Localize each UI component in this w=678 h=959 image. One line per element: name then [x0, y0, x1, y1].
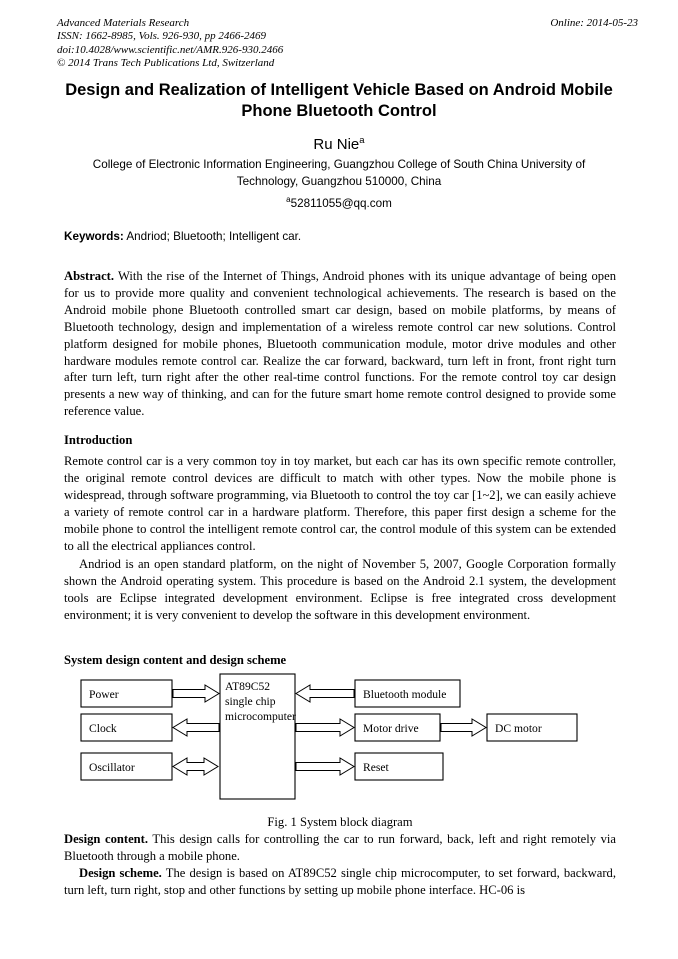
abstract-text: With the rise of the Internet of Things, Android phones with its unique advantage of being open for us to provide more quality and convenient technological achievements. The research is based on the Android mobile phone Bluetooth controlled smart car design, based on mobile platforms, by means of Bluetooth technology, design and implementation of a wireless remote control car new solutions. Control platform designed for mobile phones, Bluetooth communication module, motor drive modules and other hardware modules remote control car. Realize the car forward, backward, turn left in front, front right turn after turn left, turn right after the other real-time control functions. For the remote control toy car design presents a new way of thinking, and can for the future smart home remote control designed to provide some reference value.	[64, 269, 616, 419]
design-scheme-text: The design is based on AT89C52 single chip microcomputer, to set forward, backward, turn left, turn right, stop and other functions by setting up mobile phone interface. HC-06 is	[64, 866, 616, 897]
author-email	[64, 192, 614, 212]
introduction-paragraph-1: Remote control car is a very common toy in toy market, but each car has its own specific remote controller, the original remote control devices are difficult to match with other types. Now the mobile phone is widespread, through software programming, via Bluetooth to control the toy car [1~2], we can easily achieve a variety of remote control car in a hardware platform. Therefore, this paper first design a scheme for the mobile phone to control the intelligent remote control car, the control module of this system can be extended to all the electrical appliances control.	[64, 454, 616, 553]
arrow-oscillator-mcu-bidirectional	[173, 758, 218, 775]
abstract	[64, 268, 616, 420]
introduction-paragraph-2: Andriod is an open standard platform, on the night of November 5, 2007, Google Corporation formally shown the Android operating system. This procedure is based on the Android 2.1 system, the development tools are Eclipse integrated development environment. Eclipse is free integrated cross development environment; it is very convenient to develop the software in this development environment.	[64, 557, 616, 622]
keywords-value: Andriod; Bluetooth; Intelligent car.	[126, 230, 302, 243]
block-power-label: Power	[89, 688, 119, 701]
online-date: Online: 2014-05-23	[550, 17, 638, 29]
arrow-mcu-to-motor-drive	[296, 719, 354, 736]
journal-name: Advanced Materials Research	[57, 17, 190, 29]
author-name	[64, 131, 614, 154]
design-content-paragraph	[64, 831, 616, 865]
block-bluetooth-module-label: Bluetooth module	[363, 688, 447, 701]
design-content-label: Design content.	[64, 832, 149, 846]
block-mcu-label-line1: AT89C52	[225, 680, 271, 693]
author-label: Ru Nie	[313, 136, 360, 153]
journal-copyright: © 2014 Trans Tech Publications Ltd, Switzerland	[57, 56, 275, 69]
block-clock-label: Clock	[89, 722, 117, 735]
journal-issn: ISSN: 1662-8985, Vols. 926-930, pp 2466-2469	[57, 30, 266, 43]
block-reset-label: Reset	[363, 761, 389, 774]
arrow-bluetooth-to-mcu	[296, 685, 354, 702]
block-mcu-label-line2: single chip	[225, 695, 276, 708]
figure-caption: Fig. 1 System block diagram	[267, 815, 413, 829]
design-scheme-paragraph	[64, 865, 616, 899]
keywords-label: Keywords:	[64, 230, 124, 243]
arrow-mcu-to-reset	[296, 758, 354, 775]
block-motor-drive-label: Motor drive	[363, 722, 419, 735]
block-dc-motor-label: DC motor	[495, 722, 542, 735]
email-footnote-marker: a	[286, 195, 291, 204]
system-block-diagram-figure	[0, 672, 678, 807]
design-scheme-label: Design scheme.	[79, 866, 162, 880]
page-title: Design and Realization of Intelligent Vehicle Based on Android Mobile Phone Bluetooth Control	[65, 81, 613, 120]
block-mcu-label-line3: microcomputer	[225, 710, 296, 723]
email-address: 52811055@qq.com	[290, 196, 392, 210]
block-oscillator-label: Oscillator	[89, 761, 135, 774]
section-heading-introduction: Introduction	[64, 433, 133, 447]
block-diagram-svg	[0, 672, 678, 807]
keywords	[64, 229, 616, 245]
journal-doi: doi:10.4028/www.scientific.net/AMR.926-930.2466	[57, 43, 284, 56]
arrow-power-to-mcu	[173, 685, 219, 702]
section-heading-system-design: System design content and design scheme	[64, 653, 287, 667]
arrow-mcu-to-clock	[173, 719, 219, 736]
abstract-label: Abstract.	[64, 269, 115, 283]
journal-header	[57, 17, 638, 73]
design-content-text: This design calls for controlling the car to run forward, back, left and right remotely via Bluetooth through a mobile phone.	[64, 832, 616, 863]
arrow-motor-drive-to-dc-motor	[441, 719, 486, 736]
author-footnote-marker: a	[359, 135, 365, 146]
affiliation: College of Electronic Information Engineering, Guangzhou College of South China University of Technology, Guangzhou 510000, China	[92, 158, 586, 188]
